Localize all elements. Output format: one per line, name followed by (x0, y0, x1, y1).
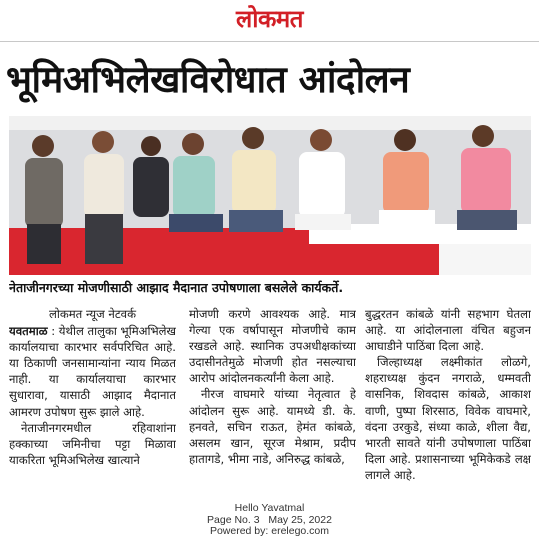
paragraph: नेताजीनगरमधील रहिवाशांना हक्काच्या जमिनीचा पट्टा मिळावा याकरिता भूमिअभिलेख खात्याने (9, 420, 176, 467)
masthead-divider (0, 41, 539, 42)
photo-caption: नेताजीनगरच्या मोजणीसाठी आझाद मैदानात उपोषणाला बसलेले कार्यकर्ते. (9, 280, 344, 295)
powered-by[interactable]: Powered by: erelego.com (209, 525, 330, 537)
article-body (9, 306, 531, 498)
paragraph: जिल्हाध्यक्ष लक्ष्मीकांत लोळगे, शहराध्यक्ष कुंदन नगराळे, धम्मवती वासनिक, शिवदास कांबळे, आकाश वाणी, पुष्पा शिरसाठ, विवेक वाघमारे, वंदना उरकुडे, संध्या काळे, शीला वैद्य, भारती सावते यांनी उपोषणाला पाठिंबा दिला आहे. प्रशासनाच्या भूमिकेकडे लक्ष लागले आहे. (365, 355, 531, 482)
page-footer (0, 503, 539, 538)
article-column-2 (189, 306, 356, 498)
paragraph: बुद्धरतन कांबळे यांनी सहभाग घेतला आहे. या आंदोलनाला वंचित बहुजन आघाडीने पाठिंबा दिला आहे. (365, 307, 531, 354)
protest-photo-illustration (9, 116, 531, 275)
publish-date: May 25, 2022 (268, 513, 332, 526)
byline: लोकमत न्यूज नेटवर्क (48, 307, 137, 321)
paragraph: मोजणी करणे आवश्यक आहे. मात्र गेल्या एक वर्षापासून मोजणीचे काम रखडले आहे. स्थानिक उपअधीक्षकांच्या उदासीनतेमुळे मोजणी होत नसल्याचा आरोप आंदोलनकर्त्यांनी केला आहे. (189, 307, 356, 386)
newspaper-logo: लोकमत (236, 5, 303, 33)
lead-paragraph (9, 323, 176, 420)
dateline: यवतमाळ (9, 324, 48, 339)
edition-name: Hello Yavatmal (234, 502, 305, 514)
article-column-3 (365, 306, 531, 498)
masthead (0, 0, 539, 40)
article-headline: भूमिअभिलेखविरोधात आंदोलन (6, 58, 410, 101)
page-number: Page No. 3 (207, 513, 260, 526)
article-column-1 (9, 306, 176, 498)
lead-text: : येथील तालुका भूमिअभिलेख कार्यालयाचा कारभार सर्वपरिचित आहे. या ठिकाणी जनसामान्यांना न्याय मिळत नाही. या कार्यालयाचा कारभार सुधारावा, यासाठी आझाद मैदानात आमरण उपोषण सुरू झाले आहे. (9, 324, 176, 419)
paragraph: नीरज वाघमारे यांच्या नेतृत्वात हे आंदोलन सुरू आहे. यामध्ये डी. के. हनवते, सचिन राऊत, हेमंत कांबळे, असलम खान, सूरज मेश्राम, प्रदीप हातागडे, भीमा नाडे, अनिरुद्ध कांबळे, (189, 387, 356, 466)
article-photo (9, 116, 531, 275)
